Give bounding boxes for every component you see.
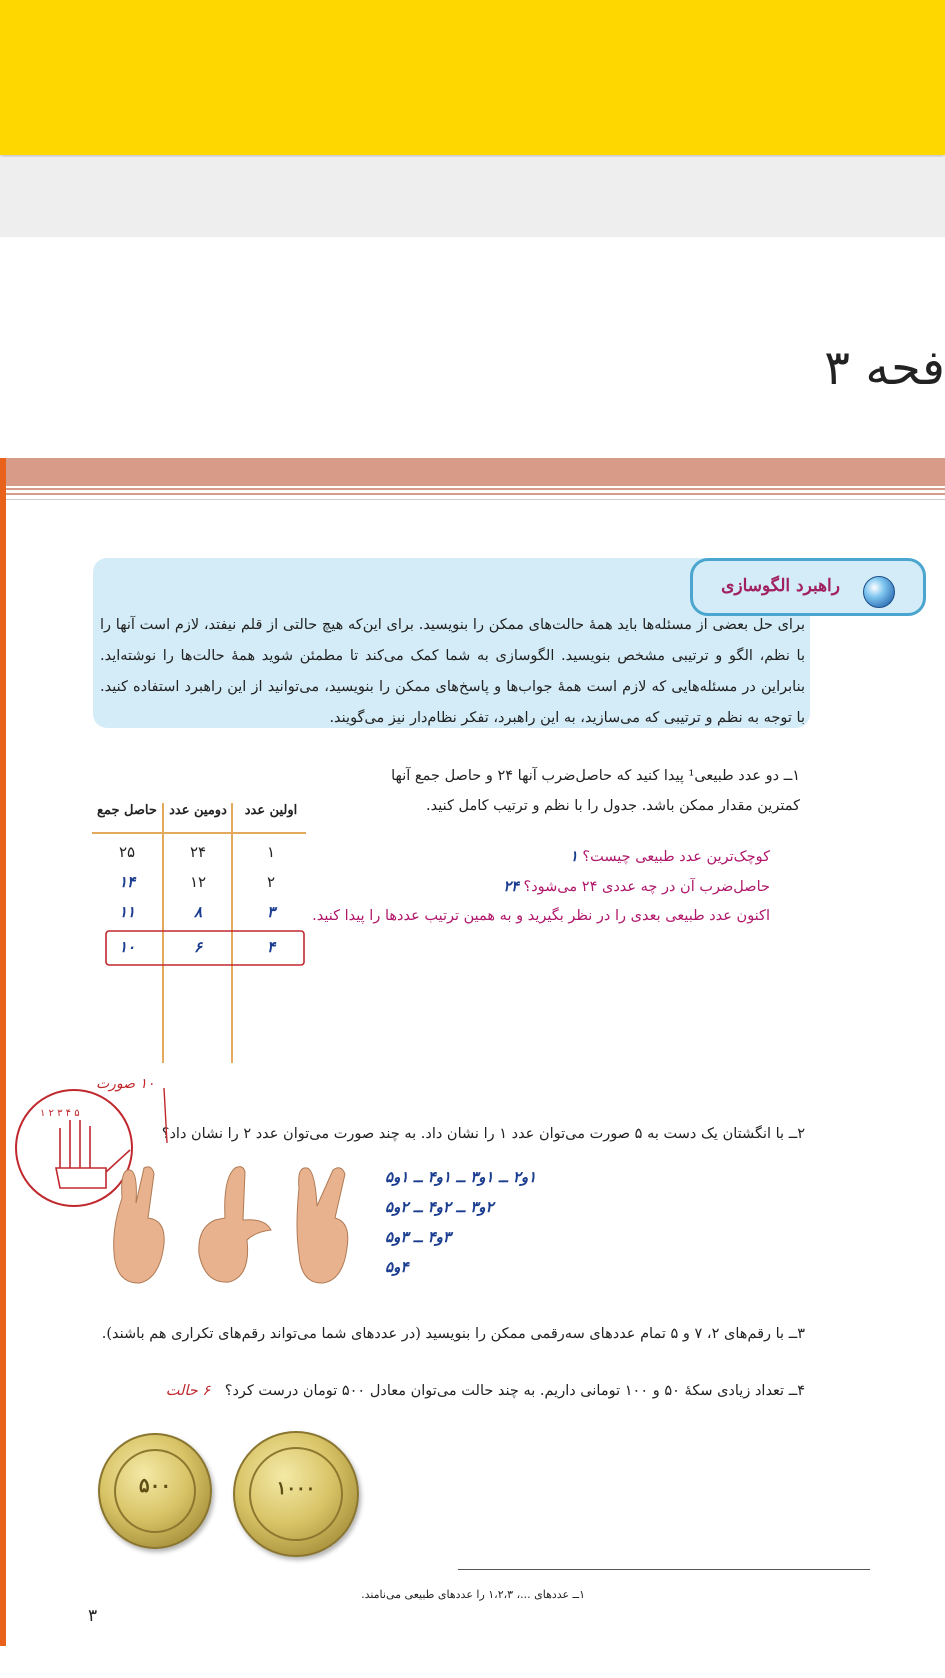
coin-1000: ۱۰۰۰ <box>233 1431 359 1557</box>
table-header: حاصل جمع <box>97 803 157 818</box>
table-cell: ۶ <box>193 938 203 956</box>
table-cell: ۱۱ <box>118 903 136 921</box>
finger-numbers: ۱ ۲ ۳ ۴ ۵ <box>40 1108 80 1119</box>
table-cell: ۱۴ <box>118 873 136 891</box>
handwritten-pairs: ۳و۴ ــ ۳و۵ <box>385 1228 451 1246</box>
question-1-prompt-3: اکنون عدد طبیعی بعدی را در نظر بگیرید و به همین ترتیب عددها را پیدا کنید. <box>312 908 770 924</box>
table-cell: ۱۰ <box>118 938 136 956</box>
handwritten-pairs: ۴و۵ <box>385 1258 409 1276</box>
globe-icon <box>863 576 895 608</box>
answer-table <box>92 803 306 1063</box>
coin-500: ۵۰۰ <box>98 1433 212 1549</box>
handwritten-pairs: ۲و۳ ــ ۲و۴ ــ ۲و۵ <box>385 1198 494 1216</box>
handwritten-answer: ۲۴ <box>503 878 519 895</box>
question-2: ۲ــ با انگشتان یک دست به ۵ صورت می‌توان عدد ۱ را نشان داد. به چند صورت می‌توان عدد ۲ را نشان داد؟ <box>161 1126 805 1142</box>
question-1-line-2: کمترین مقدار ممکن باشد. جدول را با نظم و ترتیب کامل کنید. <box>425 798 800 814</box>
footnote: ۱ــ عددهای ...، ۱،۲،۳ را عددهای طبیعی می‌نامند. <box>361 1588 585 1601</box>
header-rule <box>6 493 945 495</box>
page-title: فحه ۳ <box>824 340 945 396</box>
handwritten-note: ۱۰ صورت <box>96 1076 155 1092</box>
table-cell: ۴ <box>266 938 276 956</box>
question-1-prompt-1: کوچک‌ترین عدد طبیعی چیست؟ ۱ <box>570 848 770 865</box>
table-cell: ۱ <box>266 843 276 861</box>
header-rule <box>6 488 945 490</box>
document-page <box>0 458 945 1646</box>
question-3: ۳ــ با رقم‌های ۲، ۷ و ۵ تمام عددهای سه‌رقمی ممکن را بنویسید (در عددهای شما می‌تواند رقم‌های تکراری هم باشند). <box>101 1326 805 1342</box>
strategy-title: راهبرد الگوسازی <box>721 576 840 596</box>
toolbar-strip <box>0 157 945 237</box>
page-number: ۳ <box>88 1606 98 1626</box>
table-cell: ۳ <box>266 903 276 921</box>
table-cell: ۱۲ <box>189 873 207 891</box>
table-header: اولین عدد <box>244 803 298 818</box>
hand-photo <box>100 1158 180 1288</box>
table-cell: ۲۴ <box>189 843 207 861</box>
handwritten-answer: ۶ حالت <box>165 1383 211 1399</box>
question-1-prompt-2: حاصل‌ضرب آن در چه عددی ۲۴ می‌شود؟ ۲۴ <box>503 878 770 895</box>
question-1-line-1: ۱ــ دو عدد طبیعی¹ پیدا کنید که حاصل‌ضرب آنها ۲۴ و حاصل جمع آنها <box>391 768 800 784</box>
handwritten-answer: ۱ <box>570 848 578 865</box>
hand-photo <box>285 1158 365 1288</box>
question-4: ۴ــ تعداد زیادی سکهٔ ۵۰ و ۱۰۰ تومانی داریم. به چند حالت می‌توان معادل ۵۰۰ تومان درست کرد؟ ۶ حالت <box>165 1383 805 1399</box>
strategy-text: برای حل بعضی از مسئله‌ها باید همهٔ حالت‌های ممکن را بنویسید. برای این‌که هیچ حالتی از قلم نیفتد، لازم است آنها را با نظم، الگو و ترتیبی مشخص بنویسید. الگوسازی به شما کمک می‌کند تا مطمئن شوید همهٔ حالت‌ها را نوشته‌اید. بنابراین در مسئله‌هایی که لازم است همهٔ جواب‌ها و پاسخ‌های ممکن را بنویسید، می‌توانید از این راهبرد استفاده کنید. با توجه به نظم و ترتیبی که می‌سازید، به این راهبرد، تفکر نظام‌دار نیز می‌گویند. <box>100 617 805 726</box>
page-edge-strip <box>0 458 6 1646</box>
table-lines <box>92 803 306 1063</box>
table-cell: ۲۵ <box>118 843 136 861</box>
table-header: دومین عدد <box>169 803 227 818</box>
footnote-rule <box>458 1569 870 1570</box>
header-band <box>6 458 945 486</box>
header-rule <box>6 499 945 500</box>
hand-photo <box>185 1158 285 1288</box>
table-cell: ۸ <box>193 903 203 921</box>
handwritten-pairs: ۱و۲ ــ ۱و۳ ــ ۱و۴ ــ ۱و۵ <box>385 1168 537 1186</box>
top-bar <box>0 0 945 155</box>
table-cell: ۲ <box>266 873 276 891</box>
